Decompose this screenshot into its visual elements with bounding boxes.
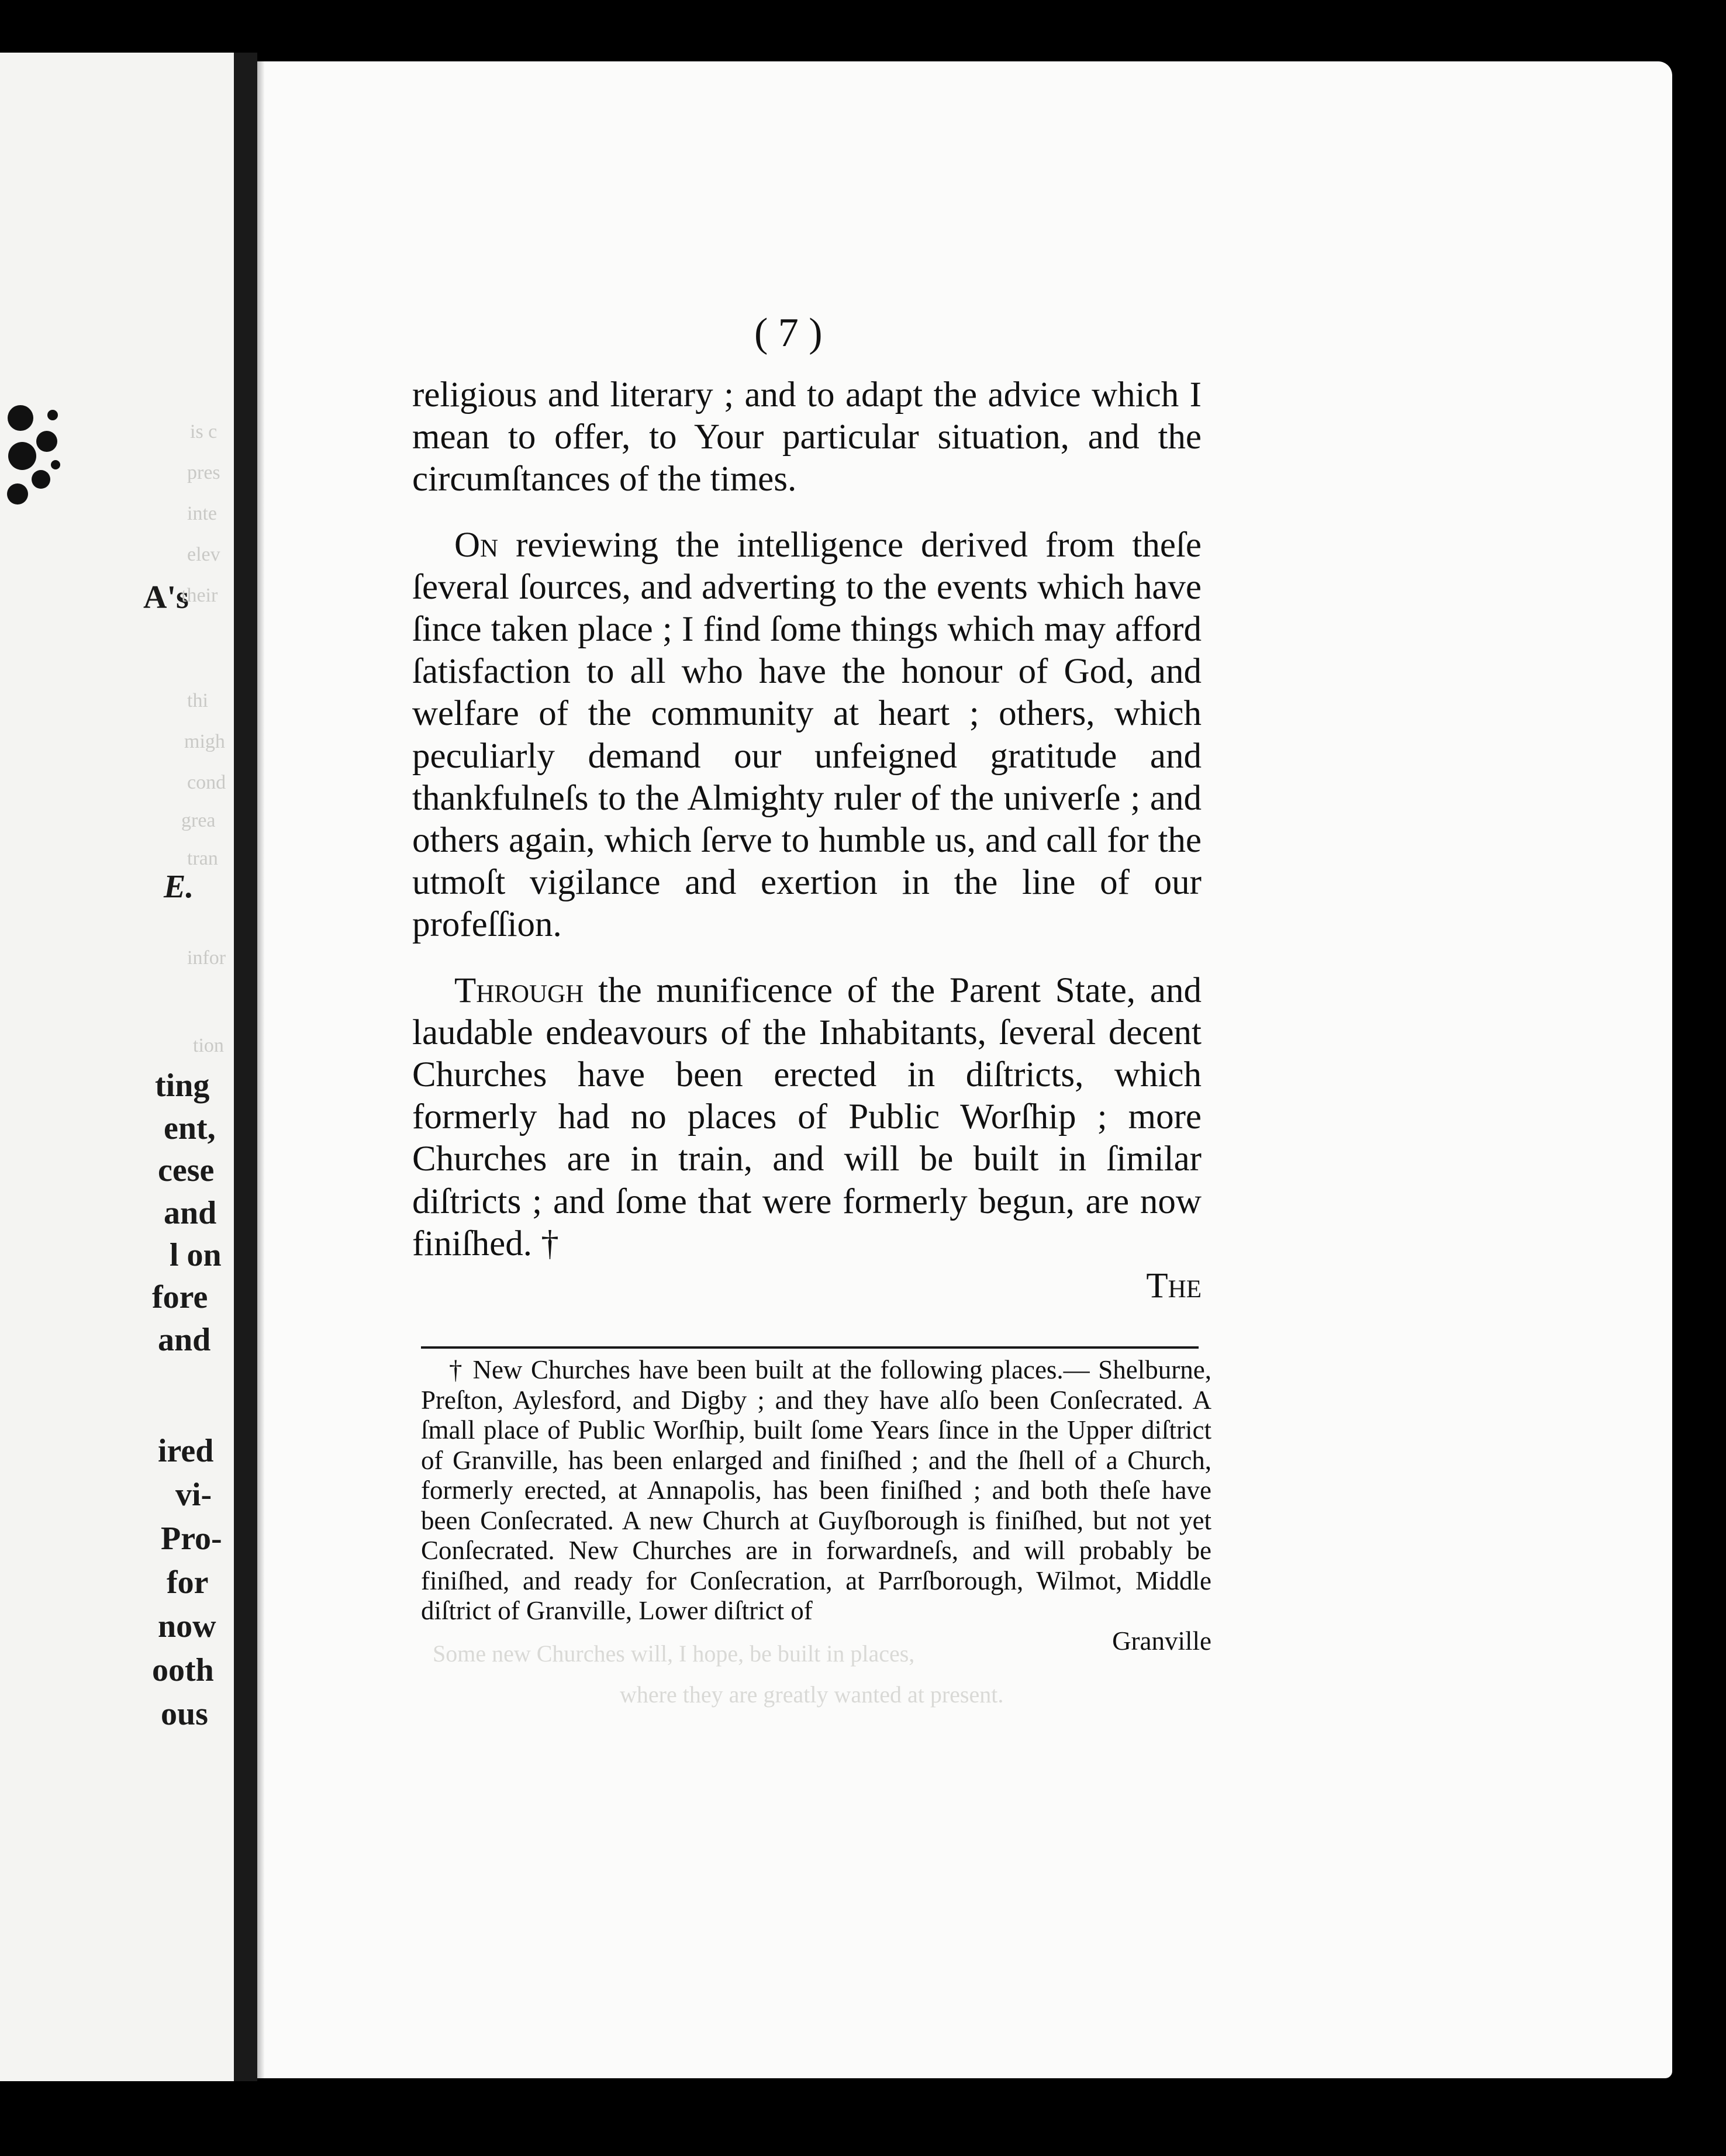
paragraph: Through the munificence of the Parent State, and laudable endeavours of the Inhabitants, ſeveral decent Churches have been erected in diſtricts, which formerly had no places of Public Worſhip ; more Churches are in train, and will be built in ſimilar diſtricts ; and ſome that were formerly begun, are now finiſhed. † (412, 970, 1202, 1263)
paragraph: religious and literary ; and to adapt the advice which I mean to offer, to Your particular situation, and the circumſtances of the times. (412, 375, 1202, 499)
footnote (421, 1355, 1211, 1656)
footnote-rule (421, 1346, 1199, 1349)
facing-page-fragment: and (158, 1322, 211, 1358)
facing-page-faint-text: tran (187, 848, 218, 869)
facing-page-faint-text: migh (184, 731, 225, 752)
facing-page-fragment: Pro- (161, 1521, 222, 1557)
paragraph: On reviewing the intelligence derived from theſe ſeveral ſources, and adverting to the events which have ſince taken place ; I find ſome things which may afford ſatisfaction to all who have the honour of God, and welfare of the community at heart ; others, which peculiarly demand our unfeigned gratitude and thankfulneſs to the Almighty ruler of the univerſe ; and others again, which ſerve to humble us, and call for the utmoſt vigilance and exertion in the line of our profeſſion. (412, 525, 1202, 945)
lead-word: On (454, 525, 499, 565)
facing-page-fragment: ired (158, 1433, 214, 1469)
facing-page-fragment: ent, (164, 1110, 216, 1146)
facing-page-fragment: and (164, 1195, 217, 1231)
show-through-text: where they are greatly wanted at present. (620, 1681, 1004, 1708)
facing-page-edge (0, 53, 234, 2081)
facing-page-fragment: for (167, 1564, 209, 1601)
facing-page-faint-text: infor (187, 947, 226, 969)
facing-page-fragment: cese (158, 1152, 215, 1188)
facing-page-faint-text: is c (190, 421, 218, 443)
facing-page-fragment: ous (161, 1696, 208, 1732)
footnote-catchword: Granville (1112, 1626, 1211, 1656)
facing-page-faint-text: their (181, 585, 218, 606)
facing-page-faint-text: cond (187, 772, 226, 793)
facing-page-fragment: l on (170, 1237, 222, 1273)
body-text (412, 374, 1202, 1307)
facing-page-faint-text: pres (187, 462, 220, 483)
show-through-text: Some new Churches will, I hope, be built in places, (433, 1640, 915, 1667)
facing-page-faint-text: grea (181, 810, 216, 831)
facing-page-fragment: ooth (152, 1652, 214, 1688)
facing-page-faint-text: inte (187, 503, 217, 524)
facing-page-faint-text: thi (187, 690, 208, 711)
facing-page-fragment: E. (164, 869, 194, 905)
facing-page-fragment: fore (152, 1279, 208, 1315)
footnote-text: † New Churches have been built at the following places.— Shelburne, Preſton, Aylesford, and Digby ; and they have alſo been Conſecrated. A ſmall place of Public Worſhip, built ſome Years ſince in the Upper diſtrict of Granville, has been enlarged and finiſhed ; and the ſhell of a Church, formerly erected, at Annapolis, has been finiſhed ; and both theſe have been Conſecrated. A new Church at Guyſborough is finiſhed, but not yet Conſecrated. New Churches are in forwardneſs, and will probably be finiſhed, and ready for Conſecration, at Parrſborough, Wilmot, Middle diſtrict of Granville, Lower diſtrict of (421, 1355, 1211, 1625)
book-gutter (234, 53, 257, 2081)
page-number: ( 7 ) (754, 310, 823, 355)
facing-page-faint-text: tion (193, 1035, 224, 1056)
facing-page-faint-text: elev (187, 544, 220, 565)
facing-page-fragment: vi- (175, 1477, 212, 1513)
ornament-icon (0, 392, 64, 514)
facing-page-fragment: ting (155, 1067, 210, 1104)
facing-page-fragment: A's (143, 579, 189, 616)
facing-page-fragment: now (158, 1608, 216, 1644)
lead-word: Through (454, 970, 584, 1010)
catchword: The (1146, 1266, 1202, 1306)
